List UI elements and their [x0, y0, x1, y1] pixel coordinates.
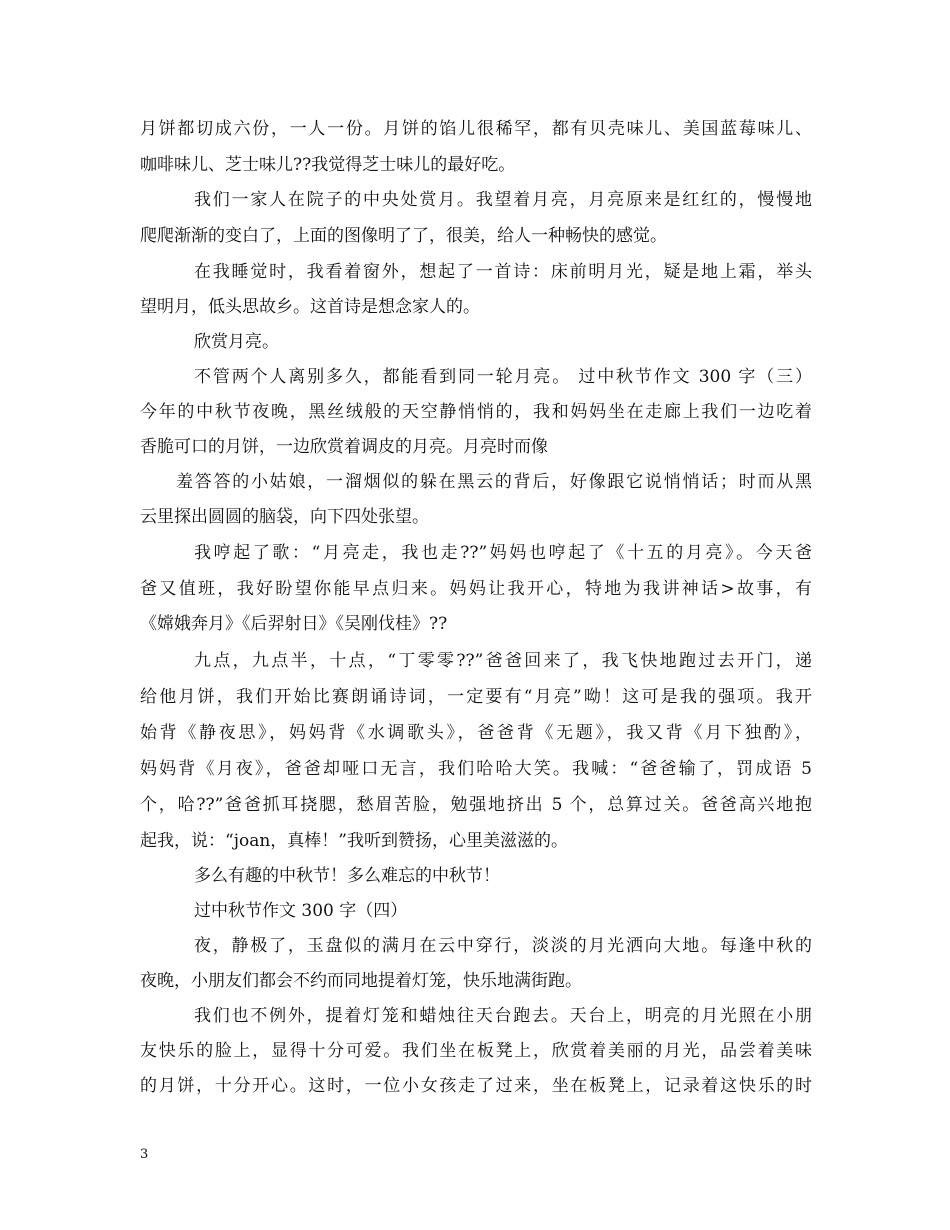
text-line: 今年的中秋节夜晚，黑丝绒般的天空静悄悄的，我和妈妈坐在走廊上我们一边吃着	[140, 402, 812, 422]
text-line: 给他月饼，我们开始比赛朗诵诗词，一定要有“月亮”呦！这可是我的强项。我开	[140, 687, 812, 707]
text-line: 我们一家人在院子的中央处赏月。我望着月亮，月亮原来是红红的，慢慢地	[194, 190, 812, 210]
text-line: 多么有趣的中秋节！多么难忘的中秋节！	[194, 866, 500, 886]
text-line: 起我，说：“joan，真棒！”我听到赞扬，心里美滋滋的。	[140, 831, 568, 851]
text-line: 不管两个人离别多久，都能看到同一轮月亮。 过中秋节作文 300 字（三）	[194, 367, 812, 387]
text-line: 云里探出圆圆的脑袋，向下四处张望。	[140, 507, 429, 527]
text-line: 月饼都切成六份，一人一份。月饼的馅儿很稀罕，都有贝壳味儿、美国蓝莓味儿、	[140, 119, 812, 139]
text-line: 《嫦娥奔月》《后羿射日》《吴刚伐桂》??	[140, 614, 448, 634]
text-line: 爸又值班，我好盼望你能早点归来。妈妈让我开心，特地为我讲神话>故事，有	[140, 579, 812, 599]
page-number: 3	[140, 1147, 149, 1162]
text-line: 妈妈背《月夜》，爸爸却哑口无言，我们哈哈大笑。我喊：“爸爸输了，罚成语 5	[140, 759, 812, 779]
text-line: 香脆可口的月饼，一边欣赏着调皮的月亮。月亮时而像	[140, 437, 548, 457]
text-line: 夜晚，小朋友们都会不约而同地提着灯笼，快乐地满街跑。	[140, 971, 582, 991]
text-line: 的月饼，十分开心。这时，一位小女孩走了过来，坐在板凳上，记录着这快乐的时	[140, 1076, 812, 1096]
text-line: 羞答答的小姑娘，一溜烟似的躲在黑云的背后，好像跟它说悄悄话；时而从黑	[176, 472, 812, 492]
text-line: 个，哈??”爸爸抓耳挠腮，愁眉苦脸，勉强地挤出 5 个，总算过关。爸爸高兴地抱	[140, 795, 812, 815]
text-line: 友快乐的脸上，显得十分可爱。我们坐在板凳上，欣赏着美丽的月光，品尝着美味	[140, 1041, 812, 1061]
text-line: 始背《静夜思》，妈妈背《水调歌头》，爸爸背《无题》，我又背《月下独酌》，	[140, 723, 812, 743]
text-line: 我哼起了歌：“月亮走，我也走??”妈妈也哼起了《十五的月亮》。今天爸	[194, 543, 812, 563]
text-line: 望明月，低头思故乡。这首诗是想念家人的。	[140, 297, 480, 317]
text-line: 九点，九点半，十点，“丁零零??”爸爸回来了，我飞快地跑过去开门，递	[194, 651, 812, 671]
text-line: 咖啡味儿、芝士味儿??我觉得芝士味儿的最好吃。	[140, 155, 516, 175]
text-line: 爬爬渐渐的变白了，上面的图像明了了，很美，给人一种畅快的感觉。	[140, 226, 667, 246]
text-line: 我们也不例外，提着灯笼和蜡烛往天台跑去。天台上，明亮的月光照在小朋	[194, 1006, 812, 1026]
text-line: 欣赏月亮。	[194, 332, 279, 352]
text-line: 在我睡觉时，我看着窗外，想起了一首诗：床前明月光，疑是地上霜，举头	[194, 262, 812, 282]
section-heading: 过中秋节作文 300 字（四）	[194, 901, 408, 921]
text-line: 夜，静极了，玉盘似的满月在云中穿行，淡淡的月光洒向大地。每逢中秋的	[194, 936, 812, 956]
